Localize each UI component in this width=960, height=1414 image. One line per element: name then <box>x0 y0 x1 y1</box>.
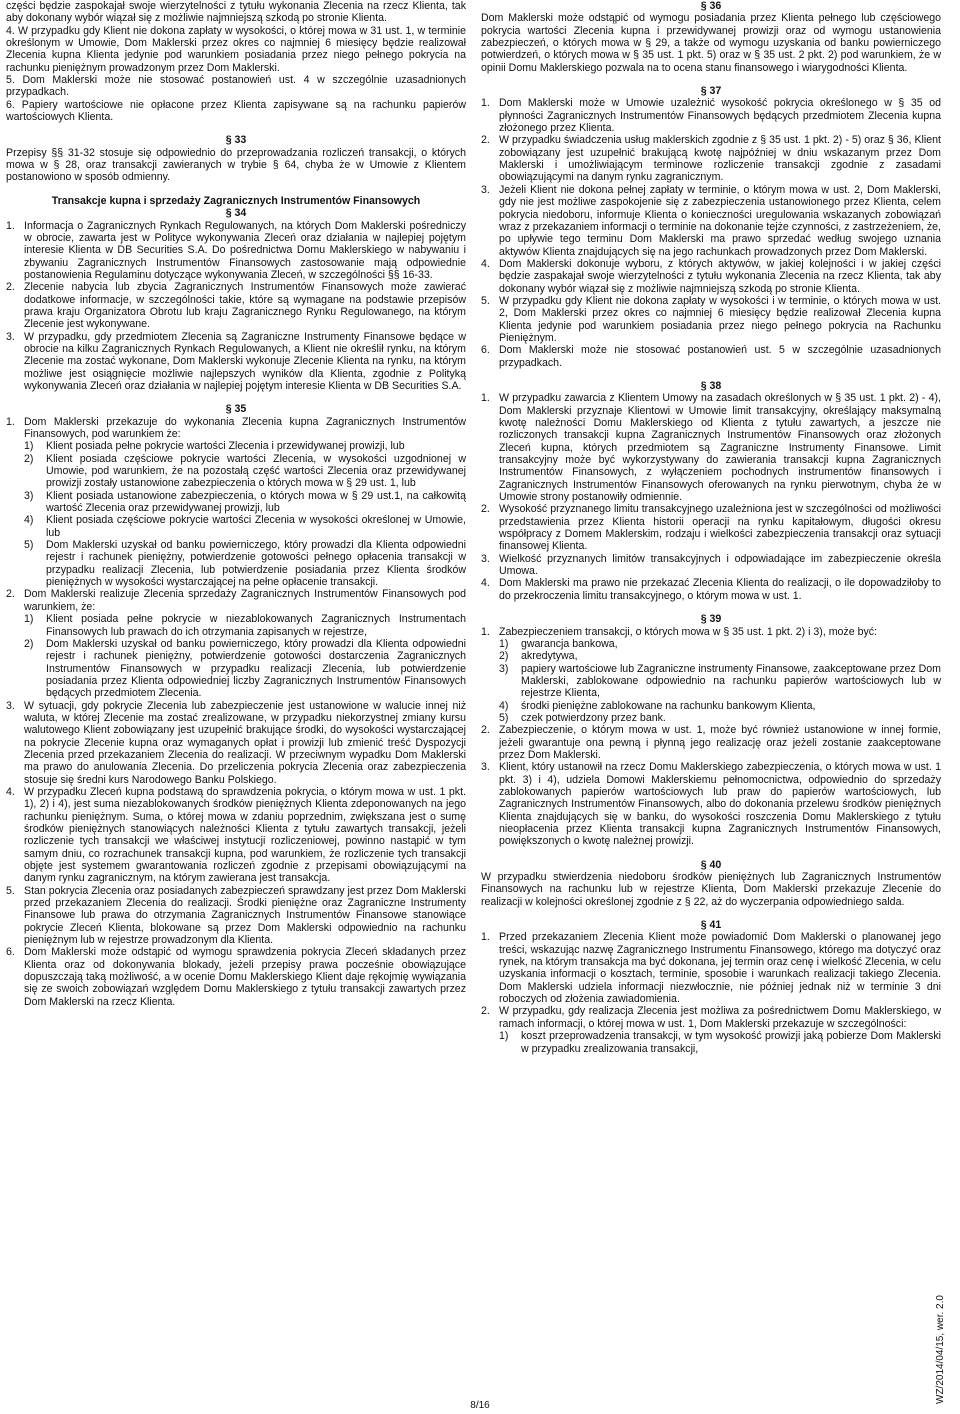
section-title-34: § 34 <box>225 207 247 220</box>
section-title-37: § 37 <box>700 85 722 98</box>
s35-sub-item: 1) Klient posiada pełne pokrycie w niezablokowanych Zagranicznych Instrumentach Finansowych lub prawach do ich otrzymania zapisanych w rejestrze, <box>24 613 466 638</box>
s39-sub-item: 3) papiery wartościowe lub Zagraniczne instrumenty Finansowe, zaakceptowane przez Dom Maklerski, zablokowane odpowiednio na rachunku papierów wartościowych lub w rejestrze Klienta, <box>499 662 941 700</box>
s39-item: 2. Zabezpieczenie, o którym mowa w ust. 1, może być również ustanowione w innej formie, jeżeli gwarantuje ona pewną i płynną jego realizację oraz jeżeli zostanie zaakceptowane przez Dom Maklerski. <box>481 724 941 761</box>
s38-item: 4. Dom Maklerski ma prawo nie przekazać Zlecenia Klienta do realizacji, o ile dopowadziłoby to do przekroczenia limitu transakcyjnego, o którym mowa w ust. 1. <box>481 577 941 602</box>
section-36-text: Dom Maklerski może odstąpić od wymogu posiadania przez Klienta pełnego lub częściowego pokrycia wartości Zlecenia kupna i przewidywanej prowizji oraz od wymogu ustanowienia zabezpieczeń, o których mowa w § 29, a także od wymogu uzyskania od banku powierniczego potwierdzeń, o których mowa w § 35 ust. 1 pkt. 5) oraz w § 35 ust. 2 pkt. 2) pod warunkiem, że w opinii Domu Maklerskiego pozwala na to ocena stanu finansowego i wiarygodności Klienta. <box>481 12 941 74</box>
right-column <box>481 0 941 1055</box>
s41-item: 1. Przed przekazaniem Zlecenia Klient może powiadomić Dom Maklerski o planowanej jego treści, wskazując nazwę Zagranicznego Instrumentu Finansowego, którego ma dotyczyć oraz rynek, na którym transakcja ma być dokonana, jej termin oraz cenę i wielkość Zlecenia, w celu uzyskania informacji o kosztach, terminie, sposobie i warunkach realizacji takiego Zlecenia. Dom Maklerski udziela informacji niezwłocznie, nie później jednak niż w terminie 3 dni roboczych od złożenia zawiadomienia. <box>481 931 941 1006</box>
section-33-text: Przepisy §§ 31-32 stosuje się odpowiednio do przeprowadzania rozliczeń transakcji, o których mowa w § 28, oraz transakcji zawieranych w trybie § 64, chyba że w Umowie z Klientem postanowiono w sposób odmienny. <box>6 146 466 184</box>
s37-item: 2. W przypadku świadczenia usług maklerskich zgodnie z § 35 ust. 1 pkt. 2) - 5) oraz § 36, Klient zobowiązany jest uzupełnić brakującą kwotę najpóźniej w dniu wskazanym przez Dom Maklerski i umożliwiającym terminowe rozliczenie transakcji zgodnie z zasadami obowiązującymi na danym rynku zagranicznym. <box>481 134 941 184</box>
s37-item: 6. Dom Maklerski może nie stosować postanowień ust. 5 w szczególnie uzasadnionych przypadkach. <box>481 344 941 369</box>
document-version-code: WZ/2014/04/15, wer. 2.0 <box>935 1295 946 1404</box>
s37-item: 3. Jeżeli Klient nie dokona pełnej zapłaty w terminie, o którym mowa w ust. 2, Dom Maklerski, gdy nie jest możliwe zaspokojenie się z zabezpieczenia ustanowionego przez Klienta, celem pokrycia niedoboru, informuje Klienta o konieczności uregulowania wskazanych zobowiązań wraz z przekazaniem informacji o terminie na dokonanie tejże czynności, z zastrzeżeniem, że, po upływie tego terminu Dom Maklerski ma prawo sprzedać według swojego uznania aktywów Klienta znajdujących się na jego rachunkach prowadzonych przez Dom Maklerski. <box>481 183 941 258</box>
s35-sub-item: 1) Klient posiada pełne pokrycie wartości Zlecenia i przewidywanej prowizji, lub <box>24 440 405 453</box>
section-title-38: § 38 <box>700 379 722 392</box>
s35-item: 3. W sytuacji, gdy pokrycie Zlecenia lub zabezpieczenie jest ustanowione w walucie innej niż waluta, w której Zlecenie ma zostać zrealizowane, w przypadku niekorzystnej zmiany kursu walutowego Klient zobowiązany jest uzupełnić brakujące środki, do wysokości wystarczającej na pokrycie Zlecenie kupna oraz wymaganych opłat i prowizji lub zmienić treść Dyspozycji Zlecenia przed przekazaniem Zlecenia do realizacji. W przeciwnym wypadku Dom Maklerski ma prawo do anulowania Zlecenia. Do przeliczenia pokrycia Zlecenia oraz zabezpieczenia stosuje się średni kurs Narodowego Banku Polskiego. <box>6 699 466 786</box>
item-number: 2. <box>6 281 15 294</box>
s35-sub-item: 4) Klient posiada częściowe pokrycie wartości Zlecenia w wysokości określonej w Umowie, lub <box>24 514 466 539</box>
s39-sub-item: 5) czek potwierdzony przez bank. <box>499 711 666 724</box>
left-column <box>6 0 466 1008</box>
item-text: Zlecenie nabycia lub zbycia Zagranicznych Instrumentów Finansowych może zawierać dodatkowe informacje, w szczególności takie, które są wymagane na podstawie przepisów prawa kraju Organizatora Obrotu lub kraju Zagranicznego Rynku Regulowanego, na którym Zlecenie jest wykonywane. <box>24 281 466 331</box>
s35-item: 2. Dom Maklerski realizuje Zlecenia sprzedaży Zagranicznych Instrumentów Finansowych pod warunkiem, że: <box>6 588 466 613</box>
s35-item: 4. W przypadku Zleceń kupna podstawą do sprawdzenia pokrycia, o którym mowa w ust. 1 pkt. 1), 2) i 4), jest suma niezablokowanych środków pieniężnych Klienta zdeponowanych na jego rachunku pieniężnym. Suma, o której mowa w zdaniu poprzednim, zwiększana jest o sumę środków pieniężnych stanowiących należności Klienta z tytułu zawartych transakcji, jeżeli rozliczenie tych transakcji we właściwej instytucji rozliczeniowej, powinno nastąpić w tym samym dniu, co rozrachunek transakcji kupna, pod warunkiem, że rozliczenie tych transakcji objęte jest systemem gwarantowania rozliczeń zgodnie z przepisami obowiązującymi na danym rynku zagranicznym, na którym zawierana jest transakcja. <box>6 785 466 885</box>
s35-sub-item: 3) Klient posiada ustanowione zabezpieczenia, o których mowa w § 29 ust.1, na całkowitą wartość Zlecenia oraz przewidywanej prowizji, lub <box>24 489 466 515</box>
item-text: Dom Maklerski przekazuje do wykonania Zlecenia kupna Zagranicznych Instrumentów Finansowych, pod warunkiem że: <box>24 415 466 440</box>
item-text: Informacja o Zagranicznych Rynkach Regulowanych, na których Dom Maklerski pośredniczy w obrocie, zawarta jest w Polityce wykonywania Zleceń oraz działania w najlepiej pojętym interesie Klienta w DB Securities S.A. Do pośrednictwa Domu Maklerskiego w nabywaniu i zbywaniu Zagranicznych Instrumentów Finansowych zastosowanie mają odpowiednie postanowienia Regulaminu dotyczące wykonywania Zleceń, w szczególności §§ 16-33. <box>24 219 466 281</box>
s34-item <box>6 281 466 330</box>
section-title-41: § 41 <box>700 919 722 932</box>
section-title-33: § 33 <box>225 134 247 147</box>
s41-sub-item: 1) koszt przeprowadzenia transakcji, w tym wysokość prowizji jaką pobierze Dom Maklerski w przypadku zrealizowania transakcji, <box>499 1030 941 1055</box>
section-title-36: § 36 <box>700 0 722 12</box>
chapter-heading: Transakcje kupna i sprzedaży Zagranicznych Instrumentów Finansowych <box>51 194 421 207</box>
paragraph-s32-6: 6. Papiery wartościowe nie opłacone przez Klienta zapisywane są na rachunku papierów wartościowych Klienta. <box>6 98 466 124</box>
s38-item: 2. Wysokość przyznanego limitu transakcyjnego uzależniona jest w szczególności od możliwości przedstawienia przez Klienta historii operacji na rynku kapitałowym, długości okresu współpracy z Domem Maklerskim, rodzaju i wielkości zabezpieczenia transakcji oraz sytuacji finansowej Klienta. <box>481 503 941 553</box>
s35-sub-item: 2) Klient posiada częściowe pokrycie wartości Zlecenia, w wysokości uzgodnionej w Umowie, pod warunkiem, że na pozostałą część wartości Zlecenia oraz przewidywanej prowizji zostały ustanowione zabezpieczenia o których mowa w § 29 ust. 1, lub <box>24 452 466 490</box>
s38-item: 3. Wielkość przyznanych limitów transakcyjnych i odpowiadające im zabezpieczenie określa Umowa. <box>481 552 941 578</box>
section-title-39: § 39 <box>700 613 722 626</box>
s39-sub-item: 2) akredytywa, <box>499 650 578 663</box>
s35-sub-item: 5) Dom Maklerski uzyskał od banku powierniczego, który prowadzi dla Klienta odpowiedni rejestr i rachunek pieniężny, potwierdzenie gotowości pełnego opłacenia transakcji w przypadku realizacji Zlecenia, lub potwierdzenie posiadania przez Klienta środków pieniężnych w wysokości wystarczającej na pełne opłacenie transakcji. <box>24 539 466 589</box>
s39-sub-item: 1) gwarancja bankowa, <box>499 637 618 650</box>
item-text: W przypadku, gdy przedmiotem Zlecenia są Zagraniczne Instrumenty Finansowe będące w obrocie na kilku Zagranicznych Rynkach Regulowanych, a Klient nie określił rynku, na którym Zlecenie ma zostać wykonane, Dom Maklerski wykonuje Zlecenie Klienta na rynku, na którym możliwe jest osiągnięcie możliwie najlepszych wyników dla Klienta, zgodnie z Polityką wykonywania Zleceń oraz działania w najlepiej pojętym interesie Klienta w DB Securities S.A. <box>24 330 466 392</box>
s37-item: 5. W przypadku gdy Klient nie dokona zapłaty w wysokości i w terminie, o których mowa w ust. 2, Dom Maklerski przez okres co najmniej 6 miesięcy będzie realizował Zlecenia kupna Klienta jedynie pod warunkiem posiadania przez niego pełnego pokrycia na Rachunku Pieniężnym. <box>481 294 941 344</box>
continuation-text: części będzie zaspokajał swoje wierzytelności z tytułu wykonania Zlecenia na rzecz Klienta, tak aby dokonany wybór wiązał się z możliwie najmniejszą szkodą po stronie Klienta. <box>6 0 466 25</box>
s41-item: 2. W przypadku, gdy realizacja Zlecenia jest możliwa za pośrednictwem Domu Maklerskiego, w ramach informacji, o której mowa w ust. 1, Dom Maklerski przekazuje w szczególności: <box>481 1005 941 1030</box>
paragraph-s32-5: 5. Dom Maklerski może nie stosować postanowień ust. 4 w szczególnie uzasadnionych przypadkach. <box>6 74 466 99</box>
s34-item <box>6 220 466 282</box>
s39-item: 1. Zabezpieczeniem transakcji, o których mowa w § 35 ust. 1 pkt. 2) i 3), może być: <box>481 625 877 638</box>
item-text: Dom Maklerski realizuje Zlecenia sprzedaży Zagranicznych Instrumentów Finansowych pod warunkiem, że: <box>24 588 466 613</box>
item-number: 3. <box>6 330 15 343</box>
item-number: 1. <box>6 219 15 232</box>
s39-item: 3. Klient, który ustanowił na rzecz Domu Maklerskiego zabezpieczenia, o których mowa w ust. 1 pkt. 3) i 4), udziela Domowi Maklerskiemu pełnomocnictwa, odpowiednio do sprzedaży zablokowanych papierów wartościowych lub praw do papierów wartościowych, lub Zagranicznych Instrumentów Finansowych, albo do dokonania przelewu środków pieniężnych Klienta znajdujących się w banku, do wysokości roszczenia Domu Maklerskiego z tytułu nieopłacenia przez Klienta transakcji kupna Zagranicznych Instrumentów Finansowych, powiększonych o kwotę należnej prowizji. <box>481 761 941 848</box>
s38-item: 1. W przypadku zawarcia z Klientem Umowy na zasadach określonych w § 35 ust. 1 pkt. 2) - 4), Dom Maklerski przyznaje Klientowi w Umowie limit transakcyjny, określający maksymalną kwotę należności Domu Maklerskiego od Klienta z tytułu zawartych, a jeszcze nie rozliczonych transakcji kupna Zagranicznych Instrumentów Finansowych oraz złożonych Zleceń kupna, których przedmiotem są Zagraniczne Instrumenty Finansowe. Limit transakcyjny może być wykorzystywany do zawierania transakcji kupna Zagranicznych Instrumentów Finansowych, z wyłączeniem pochodnych instrumentów finansowych i Zagranicznych Instrumentów Finansowych oferowanych na rynku pierwotnym, chyba że w Umowie strony postanowiły odmiennie. <box>481 392 941 504</box>
s35-item: 6. Dom Maklerski może odstąpić od wymogu sprawdzenia pokrycia Zleceń składanych przez Klienta oraz od dokonywania blokady, jeżeli przepisy prawa pocześnie obowiązujące dopuszczają taką możliwość, a w ocenie Domu Maklerskiego Klient daje rękojmię wywiązania się ze swoich zobowiązań względem Domu Maklerskiego z tytułu transakcji zawartych przez Dom Maklerski na rzecz Klienta. <box>6 946 466 1008</box>
s37-item: 1. Dom Maklerski może w Umowie uzależnić wysokość pokrycia określonego w § 35 od płynności Zagranicznych Instrumentów Finansowych będących przedmiotem Zlecenia kupna złożonego przez Klienta. <box>481 97 941 135</box>
s39-sub-item: 4) środki pieniężne zablokowane na rachunku bankowym Klienta, <box>499 699 816 712</box>
section-title-35: § 35 <box>225 403 247 416</box>
s35-item: 5. Stan pokrycia Zlecenia oraz posiadanych zabezpieczeń sprawdzany jest przez Dom Maklerski przed przekazaniem Zlecenia do realizacji. Środki pieniężne oraz Zagraniczne Instrumenty Finansowe lub prawa do otrzymania Zagranicznych Instrumentów Finansowe stanowiące pokrycie Zleceń Klienta, blokowane są przez Dom Maklerski odpowiednio na rachunku pieniężnym lub w rejestrze prowadzonym dla Klienta. <box>6 884 466 947</box>
page-number: 8/16 <box>470 1400 490 1411</box>
s37-item: 4. Dom Maklerski dokonuje wyboru, z których aktywów, w jakiej kolejności i w jakiej części będzie zaspakajał swoje wierzytelności z tytułu wykonania Zlecenia na rzecz Klienta, tak aby dokonany wybór wiązał się z możliwie najmniejszą szkodą po stronie Klienta. <box>481 257 941 295</box>
paragraph-s32-4: 4. W przypadku gdy Klient nie dokona zapłaty w wysokości, o której mowa w 31 ust. 1, w terminie określonym w Umowie, Dom Maklerski przez okres co najmniej 6 miesięcy będzie realizował Zlecenia kupna Klienta jedynie pod warunkiem posiadania przez niego pełnego pokrycia na rachunku pieniężnym prowadzonym przez Dom Maklerski. <box>6 24 466 74</box>
s35-sub-item: 2) Dom Maklerski uzyskał od banku powierniczego, który prowadzi dla Klienta odpowiedni rejestr i rachunek pieniężny, potwierdzenie gotowości dostarczenia Zagranicznych Instrumentów Finansowych w przypadku realizacji Zlecenia, lub potwierdzenie posiadania przez Klienta odpowiedniej liczby Zagranicznych Instrumentów Finansowych będących przedmiotem Zlecenia. <box>24 637 466 700</box>
section-40-text: W przypadku stwierdzenia niedoboru środków pieniężnych lub Zagranicznych Instrumentów Finansowych na rachunku lub w rejestrze Klienta, Dom Maklerski przekazuje Zlecenie do realizacji w kolejności określonej zgodnie z § 22, aż do wyczerpania odpowiedniego salda. <box>481 871 941 908</box>
s34-item <box>6 331 466 393</box>
section-title-40: § 40 <box>700 858 722 871</box>
s35-item: 1. Dom Maklerski przekazuje do wykonania Zlecenia kupna Zagranicznych Instrumentów Finansowych, pod warunkiem że: <box>6 415 466 440</box>
